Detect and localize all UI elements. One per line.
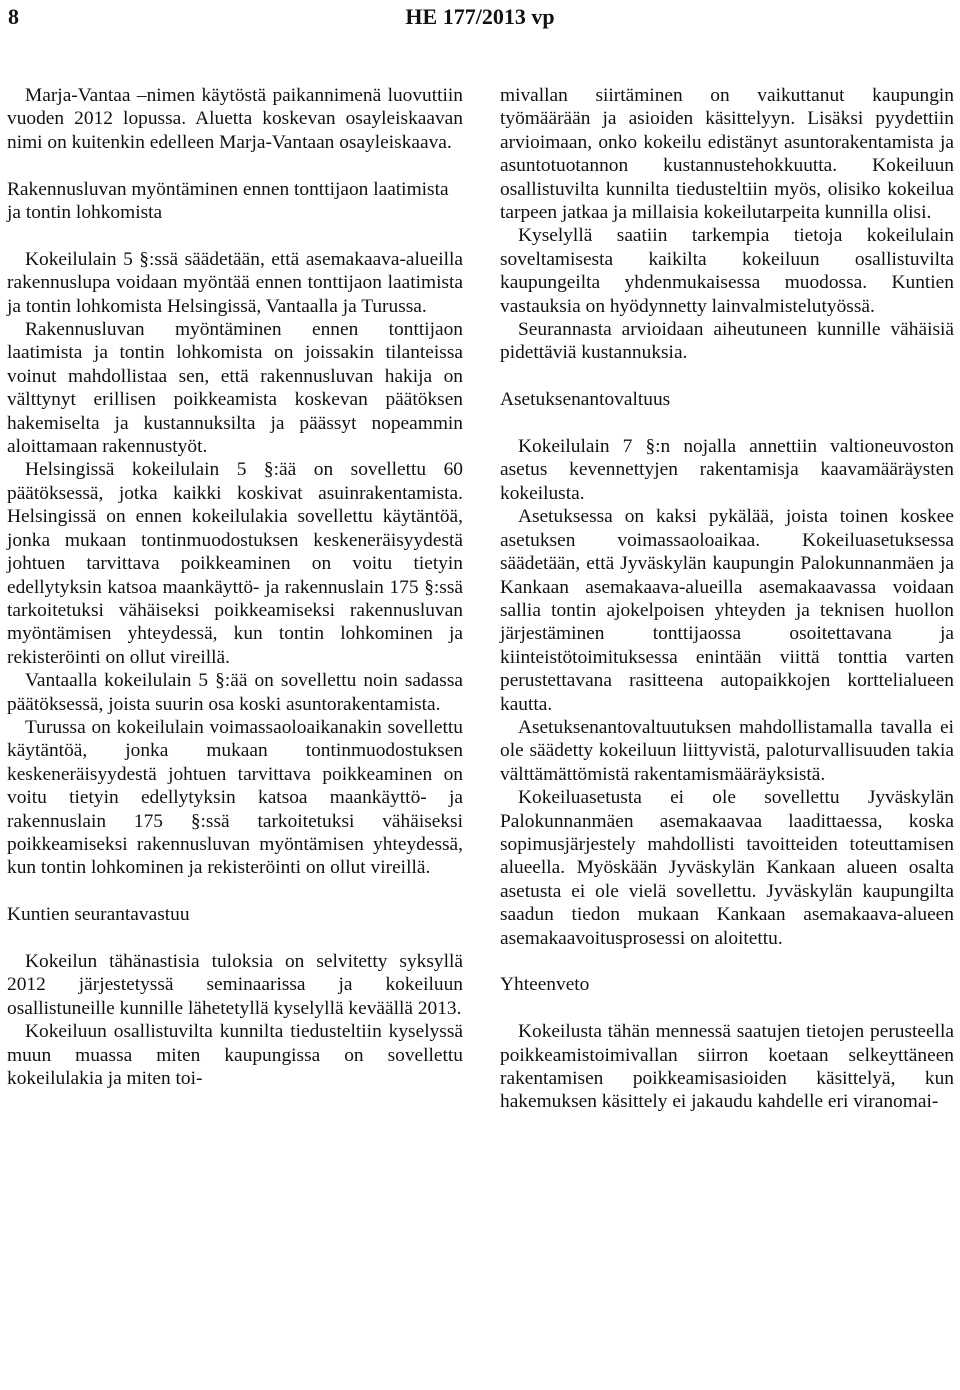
- page-number: 8: [8, 4, 19, 29]
- paragraph: Kokeilulain 7 §:n nojalla annettiin valtioneuvoston asetus kevennettyjen rakentamisja kaavamääräysten kokeilusta.: [500, 436, 954, 504]
- paragraph: Kokeilulain 5 §:ssä säädetään, että asemakaava-alueilla rakennuslupa voidaan myöntää ennen tonttijaon laatimista ja tontin lohkomista Helsingissä, Vantaalla ja Turussa.: [7, 248, 463, 317]
- section-heading: Kuntien seurantavastuu: [7, 904, 190, 926]
- page-header: [0, 0, 960, 40]
- section-heading: Rakennusluvan myöntäminen ennen tonttijaon laatimista ja tontin lohkomista: [7, 178, 449, 224]
- paragraph: Kokeilun tähänastisia tuloksia on selvitetty syksyllä 2012 järjestetyssä seminaarissa ja kokeiluun osallistuneille kunnille lähetetyllä kyselyllä keväällä 2013.: [7, 950, 463, 1019]
- paragraph: Kokeilusta tähän mennessä saatujen tietojen perusteella poikkeamistoimivallan siirron koetaan selkeyttäneen rakentamisen poikkeamisasioiden käsittelyä, kun hakemuksen käsittely ei jakaudu kahdelle eri viranomai-: [500, 1021, 954, 1113]
- paragraph: Rakennusluvan myöntäminen ennen tonttijaon laatimista ja tontin lohkomista on joissakin tilanteissa voinut mahdollistaa sen, että rakennusluvan hakija on välttynyt erillisen poikkeamista koskevan päätöksen hakemiselta ja kustannuksilta ja päässyt nopeammin aloittamaan rakennustyöt.: [7, 319, 463, 458]
- document-id: HE 177/2013 vp: [405, 4, 555, 29]
- paragraph: Marja-Vantaa –nimen käytöstä paikannimenä luovuttiin vuoden 2012 lopussa. Aluetta koskevan osayleiskaavan nimi on kuitenkin edelleen Marja-Vantaan osayleiskaava.: [7, 85, 463, 153]
- paragraph: Helsingissä kokeilulain 5 §:ää on sovellettu 60 päätöksessä, jotka kaikki koskivat asuinrakentamista. Helsingissä on ennen kokeilulakia sovellettu käytäntöä, jonka mukaan tontinmuodostuksen keskeneräisyydestä johtuen tarvittava poikkeaminen on voitu tietyin edellytyksin katsoa maankäyttö- ja rakennuslain 175 §:ssä tarkoitetuksi vähäiseksi poikkeamiseksi rakennusluvan myöntämisen yhteydessä, kun tontin lohkominen ja rekisteröinti on ollut vireillä.: [7, 459, 463, 668]
- paragraph: Kokeiluun osallistuvilta kunnilta tiedusteltiin kyselyssä muun muassa miten kaupungissa on sovellettu kokeilulakia ja miten toi-: [7, 1021, 463, 1089]
- paragraph: Kokeiluasetusta ei ole sovellettu Jyväskylän Palokunnanmäen asemakaavaa laadittaessa, koska sopimusjärjestely mahdollisti tavoitteiden toteuttamisen alueella. Myöskään Jyväskylän Kankaan alueen osalta asetusta ei ole vielä sovellettu. Jyväskylän kaupungilta saadun tiedon mukaan Kankaan asemakaava-alueen asemakaavoitusprosessi on aloitettu.: [500, 787, 954, 949]
- paragraph: Kyselyllä saatiin tarkempia tietoja kokeilulain soveltamisesta kaikilta kokeiluun osallistuvilta kaupungeilta yhdenmukaisessa muodossa. Kuntien vastauksia on hyödynnetty lainvalmistelutyössä.: [500, 225, 954, 317]
- right-column: [500, 84, 954, 1114]
- paragraph: Seurannasta arvioidaan aiheutuneen kunnille vähäisiä pidettäviä kustannuksia.: [500, 319, 954, 364]
- section-heading: Asetuksenantovaltuus: [500, 389, 671, 411]
- paragraph: Turussa on kokeilulain voimassaoloaikanakin sovellettu käytäntöä, jonka mukaan tontinmuodostuksen keskeneräisyydestä johtuen tarvittava poikkeaminen on voitu tietyin edellytyksin katsoa maankäyttö- ja rakennuslain 175 §:ssä tarkoitetuksi vähäiseksi poikkeamiseksi rakennusluvan myöntämisen yhteydessä, kun tontin lohkominen ja rekisteröinti on ollut vireillä.: [7, 716, 463, 879]
- paragraph: mivallan siirtäminen on vaikuttanut kaupungin työmäärään ja asioiden käsittelyyn. Lisäksi pyydettiin arvioimaan, onko kokeilu edistänyt asuntorakentamista ja asuntotuotannon kustannustehokkuutta. Kokeiluun osallistuvilta kunnilta tiedusteltiin myös, olisiko kokeilua tarpeen jatkaa ja millaisia kokeilutarpeita kunnilla olisi.: [500, 85, 954, 224]
- section-heading: Yhteenveto: [500, 974, 590, 996]
- paragraph: Asetuksessa on kaksi pykälää, joista toinen koskee asetuksen voimassaoloaikaa. Kokeiluasetuksessa säädetään, että Jyväskylän kaupungin Palokunnanmäen ja Kankaan asemakaava-alueilla asemakaavassa voidaan sallia tontin ajokelpoisen yhteyden ja teknisen huollon järjestäminen tonttijaossa osoitettavana ja kiinteistötoimituksessa enintään viittä tonttia varten perustettavana rasitteena autopaikkojen korttelialueen kautta.: [500, 506, 954, 715]
- paragraph: Asetuksenantovaltuutuksen mahdollistamalla tavalla ei ole säädetty kokeiluun liittyvistä, paloturvallisuuden takia välttämättömistä rakentamismääräyksistä.: [500, 716, 954, 785]
- paragraph: Vantaalla kokeilulain 5 §:ää on sovellettu noin sadassa päätöksessä, joista suurin osa koski asuntorakentamista.: [7, 670, 463, 715]
- left-column: [7, 84, 463, 1090]
